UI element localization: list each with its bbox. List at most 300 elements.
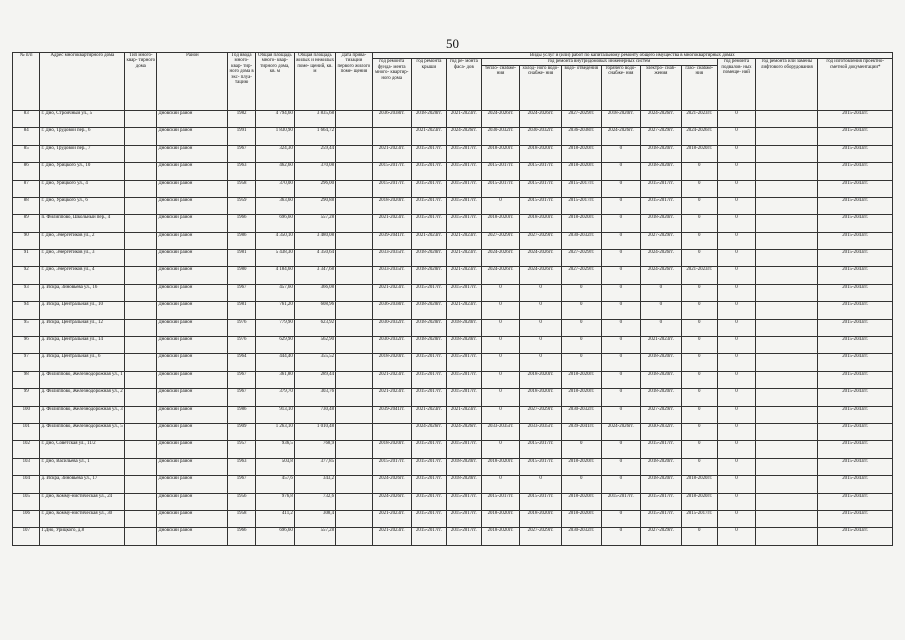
cell-living-area: 562,90: [294, 337, 335, 354]
cell-living-area: 308,4: [294, 510, 335, 527]
cell-service: 0: [717, 354, 756, 371]
cell-service: 2015-2017гг.: [447, 215, 481, 232]
cell-district: Дновский район: [157, 145, 228, 162]
cell-address: г. Дно, Советская ул., 11/2: [40, 441, 125, 458]
cell-type: [125, 510, 157, 527]
cell-service: [756, 163, 818, 180]
cell-living-area: 377,85: [294, 458, 335, 475]
cell-service: 0: [601, 371, 640, 388]
cell-type: [125, 476, 157, 493]
cell-service: [756, 406, 818, 423]
cell-service: 0: [717, 163, 756, 180]
cell-total-area: 976,8: [255, 493, 294, 510]
cell-service: 2015-2043гг.: [818, 302, 893, 319]
cell-service: 2021-2023гг.: [411, 232, 447, 249]
cell-service: 2030-2032гг.: [561, 232, 601, 249]
cell-privatization: [336, 128, 373, 145]
cell-service: 2015-2017гг.: [411, 371, 447, 388]
cell-num: 86: [13, 163, 40, 180]
cell-service: 0: [640, 284, 681, 301]
cell-service: 2015-2017гг.: [640, 197, 681, 214]
cell-service: 2015-2043гг.: [818, 215, 893, 232]
cell-living-area: 768,9: [294, 441, 335, 458]
cell-service: 2015-2017гг.: [411, 441, 447, 458]
cell-service: 0: [640, 302, 681, 319]
cell-service: 2015-2017гг.: [520, 197, 561, 214]
cell-service: 2018-2020гг.: [411, 302, 447, 319]
table-row: [13, 197, 893, 214]
cell-service: 2021-2023гг.: [447, 232, 481, 249]
cell-service: 0: [601, 232, 640, 249]
cell-living-area: 289,44: [294, 371, 335, 388]
cell-total-area: 4 794,60: [255, 110, 294, 127]
cell-service: 0: [561, 319, 601, 336]
cell-address: д. Искра, Зиновьева ул., 17: [40, 476, 125, 493]
cell-service: 2021-2023гг.: [682, 110, 718, 127]
table-row: [13, 215, 893, 232]
cell-year: 1976: [228, 337, 255, 354]
cell-total-area: 629,90: [255, 337, 294, 354]
cell-service: 2018-2020гг.: [481, 215, 520, 232]
cell-year: 1959: [228, 197, 255, 214]
col-num: № п/п: [13, 53, 40, 111]
cell-year: 1986: [228, 232, 255, 249]
cell-address: г. Дно, Васильева ул., 1: [40, 458, 125, 475]
cell-service: 2030-2032гг.: [520, 128, 561, 145]
cell-living-area: 3 347,68: [294, 267, 335, 284]
cell-service: 2015-2017гг.: [640, 493, 681, 510]
table-body: [13, 110, 893, 545]
cell-service: 2015-2017гг.: [411, 458, 447, 475]
cell-service: 2030-2032гг.: [640, 424, 681, 441]
cell-privatization: [336, 145, 373, 162]
cell-district: Дновский район: [157, 441, 228, 458]
col-lift: год ремонта или замены лифтового оборудования: [756, 59, 818, 110]
cell-total-area: 913,10: [255, 406, 294, 423]
cell-type: [125, 371, 157, 388]
cell-privatization: [336, 528, 373, 545]
cell-service: 2024-2026гг.: [640, 250, 681, 267]
cell-address: д. Филиппово, Железнодорожная ул., 2: [40, 389, 125, 406]
cell-service: 2018-2020гг.: [561, 510, 601, 527]
cell-service: 0: [682, 197, 718, 214]
cell-total-area: 4 350,10: [255, 232, 294, 249]
cell-service: 2027-2029гг.: [640, 232, 681, 249]
cell-service: 2015-2043гг.: [818, 493, 893, 510]
cell-service: 2018-2020гг.: [640, 354, 681, 371]
cell-district: Дновский район: [157, 284, 228, 301]
cell-address: г. Дно, Трудовой пер., 7: [40, 145, 125, 162]
cell-service: 2018-2020гг.: [561, 493, 601, 510]
cell-year: 1957: [228, 441, 255, 458]
cell-service: 2018-2020гг.: [520, 145, 561, 162]
cell-address: г. Дно, Комму-нистическая ул., 24: [40, 493, 125, 510]
cell-service: 2015-2017гг.: [447, 371, 481, 388]
cell-service: 2024-2026гг.: [601, 128, 640, 145]
cell-living-area: 730,48: [294, 406, 335, 423]
cell-service: 2015-2043гг.: [818, 128, 893, 145]
cell-service: [756, 145, 818, 162]
cell-service: 2030-2032гг.: [372, 319, 411, 336]
cell-service: [756, 458, 818, 475]
cell-privatization: [336, 406, 373, 423]
cell-service: 2039-2041гг.: [372, 406, 411, 423]
cell-total-area: 936,5: [255, 441, 294, 458]
cell-total-area: 411,2: [255, 510, 294, 527]
cell-service: 2015-2017гг.: [411, 180, 447, 197]
cell-num: 97: [13, 354, 40, 371]
cell-year: 1986: [228, 406, 255, 423]
cell-service: 2021-2023гг.: [447, 250, 481, 267]
cell-service: 2018-2020гг.: [447, 319, 481, 336]
cell-privatization: [336, 267, 373, 284]
cell-service: 0: [717, 215, 756, 232]
cell-living-area: 557,28: [294, 528, 335, 545]
cell-privatization: [336, 319, 373, 336]
cell-year: 1967: [228, 389, 255, 406]
cell-total-area: 5 438,30: [255, 250, 294, 267]
cell-service: 2015-2017гг.: [682, 510, 718, 527]
cell-service: 2018-2020гг.: [640, 458, 681, 475]
cell-service: 2015-2017гг.: [411, 389, 447, 406]
cell-num: 102: [13, 441, 40, 458]
cell-service: 2018-2020гг.: [481, 510, 520, 527]
cell-privatization: [336, 180, 373, 197]
cell-service: 0: [682, 354, 718, 371]
cell-type: [125, 493, 157, 510]
cell-privatization: [336, 197, 373, 214]
cell-service: 0: [601, 163, 640, 180]
cell-service: 0: [481, 441, 520, 458]
cell-living-area: 732,6: [294, 493, 335, 510]
cell-address: г. Дно, Энергетиков ул., 4: [40, 267, 125, 284]
cell-type: [125, 180, 157, 197]
cell-service: 2015-2043гг.: [818, 110, 893, 127]
cell-service: 0: [601, 267, 640, 284]
cell-service: 2024-2026гг.: [640, 110, 681, 127]
cell-living-area: 557,28: [294, 215, 335, 232]
cell-service: 0: [682, 441, 718, 458]
cell-service: 2015-2017гг.: [411, 197, 447, 214]
col-privatization: Дата прива- тизации первого жилого поме- щения: [336, 53, 373, 111]
cell-total-area: 462,60: [255, 163, 294, 180]
cell-num: 85: [13, 145, 40, 162]
cell-service: 0: [481, 337, 520, 354]
capital-repair-table: [12, 52, 893, 546]
cell-year: 1963: [228, 163, 255, 180]
cell-service: 2024-2026гг.: [372, 476, 411, 493]
cell-service: 2018-2020гг.: [372, 197, 411, 214]
cell-service: 2015-2043гг.: [818, 319, 893, 336]
cell-district: Дновский район: [157, 354, 228, 371]
cell-service: 2015-2043гг.: [818, 180, 893, 197]
cell-service: 2015-2017гг.: [561, 180, 601, 197]
cell-service: 2015-2017гг.: [640, 441, 681, 458]
cell-service: 2024-2026гг.: [372, 493, 411, 510]
cell-service: 2018-2020гг.: [561, 215, 601, 232]
cell-total-area: 1 263,10: [255, 424, 294, 441]
cell-service: 0: [682, 284, 718, 301]
table-row: [13, 302, 893, 319]
cell-service: 0: [682, 319, 718, 336]
cell-num: 103: [13, 458, 40, 475]
cell-total-area: 361,80: [255, 371, 294, 388]
cell-service: 2018-2020гг.: [520, 389, 561, 406]
cell-district: Дновский район: [157, 319, 228, 336]
cell-address: д. Искра, Центральная ул., 10: [40, 302, 125, 319]
cell-privatization: [336, 337, 373, 354]
cell-service: 2015-2017гг.: [411, 528, 447, 545]
cell-year: 1980: [228, 267, 255, 284]
cell-num: 104: [13, 476, 40, 493]
cell-year: 1967: [228, 371, 255, 388]
col-basement: год ремонта подвалов- ных помеще- ний: [717, 59, 756, 110]
cell-year: 1966: [228, 215, 255, 232]
cell-service: 0: [717, 371, 756, 388]
cell-service: 2015-2017гг.: [447, 510, 481, 527]
cell-living-area: 259,44: [294, 145, 335, 162]
cell-service: [756, 441, 818, 458]
cell-service: 2015-2043гг.: [818, 371, 893, 388]
cell-service: 0: [717, 180, 756, 197]
cell-service: 0: [601, 319, 640, 336]
cell-service: 2015-2017гг.: [481, 180, 520, 197]
table-row: [13, 128, 893, 145]
cell-service: 2036-2038гг.: [561, 128, 601, 145]
cell-service: 2027-2029гг.: [481, 232, 520, 249]
cell-type: [125, 424, 157, 441]
cell-address: г. Дно, Урицкого ул., 10: [40, 163, 125, 180]
cell-privatization: [336, 284, 373, 301]
cell-type: [125, 145, 157, 162]
cell-service: 2015-2017гг.: [411, 354, 447, 371]
cell-service: 0: [717, 319, 756, 336]
cell-service: 2015-2017гг.: [447, 145, 481, 162]
cell-type: [125, 163, 157, 180]
cell-service: 2018-2020гг.: [447, 476, 481, 493]
cell-type: [125, 215, 157, 232]
cell-service: 2015-2043гг.: [818, 424, 893, 441]
cell-service: 0: [682, 389, 718, 406]
cell-service: 2018-2020гг.: [520, 215, 561, 232]
cell-service: 2015-2017гг.: [447, 180, 481, 197]
cell-service: 2018-2020гг.: [447, 458, 481, 475]
col-sewer: водо- отведения: [561, 65, 601, 110]
cell-service: 2015-2017гг.: [411, 284, 447, 301]
cell-service: 0: [682, 232, 718, 249]
cell-service: 2018-2020гг.: [561, 145, 601, 162]
cell-address: г. Дно, Стройчный ул., 5: [40, 110, 125, 127]
cell-privatization: [336, 493, 373, 510]
cell-total-area: 457,6: [255, 476, 294, 493]
cell-service: 0: [601, 250, 640, 267]
cell-num: 98: [13, 371, 40, 388]
cell-service: [756, 250, 818, 267]
cell-service: 2015-2043гг.: [818, 458, 893, 475]
cell-type: [125, 319, 157, 336]
cell-service: 0: [682, 424, 718, 441]
cell-num: 91: [13, 250, 40, 267]
cell-type: [125, 528, 157, 545]
cell-service: 2015-2043гг.: [818, 232, 893, 249]
cell-service: 2021-2023гг.: [372, 284, 411, 301]
cell-privatization: [336, 354, 373, 371]
cell-year: 1909: [228, 424, 255, 441]
cell-address: Г.Дно, Урицкого, д.8: [40, 528, 125, 545]
cell-service: 0: [717, 389, 756, 406]
cell-service: 2018-2020гг.: [481, 458, 520, 475]
cell-service: 0: [561, 284, 601, 301]
cell-num: 83: [13, 110, 40, 127]
cell-service: 2024-2026гг.: [481, 110, 520, 127]
cell-address: г. Дно, Энергетиков ул., 3: [40, 250, 125, 267]
cell-service: 2015-2017гг.: [520, 458, 561, 475]
cell-num: 90: [13, 232, 40, 249]
cell-service: 2015-2017гг.: [520, 493, 561, 510]
cell-service: 0: [561, 476, 601, 493]
table-row: [13, 180, 893, 197]
cell-district: Дновский район: [157, 180, 228, 197]
cell-district: Дновский район: [157, 337, 228, 354]
cell-service: 0: [640, 319, 681, 336]
cell-service: 2015-2017гг.: [372, 180, 411, 197]
cell-service: 2015-2017гг.: [411, 215, 447, 232]
cell-total-area: 379,70: [255, 389, 294, 406]
table-row: [13, 163, 893, 180]
cell-service: 0: [682, 371, 718, 388]
table-row: [13, 389, 893, 406]
cell-service: 0: [520, 319, 561, 336]
cell-service: 2018-2020гг.: [481, 145, 520, 162]
cell-district: Дновский район: [157, 302, 228, 319]
cell-service: 2015-2017гг.: [411, 145, 447, 162]
cell-service: 2018-2020гг.: [682, 493, 718, 510]
cell-service: 0: [717, 406, 756, 423]
cell-service: 2033-2035гг.: [372, 267, 411, 284]
cell-service: 2018-2020гг.: [411, 337, 447, 354]
cell-service: 2018-2020гг.: [640, 371, 681, 388]
cell-num: 99: [13, 389, 40, 406]
cell-service: 0: [717, 302, 756, 319]
cell-district: Дновский район: [157, 267, 228, 284]
cell-service: 2024-2026гг.: [520, 250, 561, 267]
cell-service: 2015-2017гг.: [372, 163, 411, 180]
cell-service: 0: [561, 337, 601, 354]
cell-service: 2021-2023гг.: [640, 337, 681, 354]
cell-service: 2015-2043гг.: [818, 145, 893, 162]
cell-district: Дновский район: [157, 128, 228, 145]
cell-service: 0: [682, 163, 718, 180]
cell-address: п. Филиппово, Школьный пер., 4: [40, 215, 125, 232]
cell-service: [756, 354, 818, 371]
cell-service: 2024-2026гг.: [601, 424, 640, 441]
cell-service: 2015-2017гг.: [447, 389, 481, 406]
cell-service: 2027-2029гг.: [640, 528, 681, 545]
cell-service: 0: [481, 371, 520, 388]
cell-service: 0: [601, 215, 640, 232]
table-row: [13, 232, 893, 249]
cell-service: 2018-2020гг.: [411, 319, 447, 336]
cell-service: 0: [601, 180, 640, 197]
cell-address: г. Дно, Урицкого ул., 6: [40, 197, 125, 214]
cell-district: Дновский район: [157, 528, 228, 545]
cell-living-area: 303,76: [294, 389, 335, 406]
cell-service: 2015-2043гг.: [818, 476, 893, 493]
cell-service: [372, 128, 411, 145]
cell-service: 2024-2026гг.: [447, 128, 481, 145]
cell-service: 0: [682, 337, 718, 354]
cell-service: 0: [601, 528, 640, 545]
cell-service: 2015-2017гг.: [447, 354, 481, 371]
col-living-area: Общая площадь жилых и нежилых поме- щений, кв. м: [294, 53, 335, 111]
cell-year: 1976: [228, 319, 255, 336]
col-internal-group: год ремонта внутридомовых инженерных систем: [481, 59, 717, 65]
cell-privatization: [336, 476, 373, 493]
cell-service: 0: [561, 441, 601, 458]
cell-privatization: [336, 215, 373, 232]
cell-service: 2015-2017гг.: [640, 180, 681, 197]
cell-service: 2015-2017гг.: [411, 493, 447, 510]
cell-address: д. Искра, Центральная ул., 12: [40, 319, 125, 336]
table-row: [13, 510, 893, 527]
cell-service: 2018-2020гг.: [561, 163, 601, 180]
cell-service: 2027-2029гг.: [520, 406, 561, 423]
col-type: Тип много- квар- тирного дома: [125, 53, 157, 111]
cell-service: 2015-2017гг.: [640, 510, 681, 527]
cell-service: 0: [601, 337, 640, 354]
cell-year: 1967: [228, 284, 255, 301]
cell-service: 2015-2017гг.: [481, 163, 520, 180]
cell-address: д. Искра, Центральная ул., 14: [40, 337, 125, 354]
cell-address: д. Филиппово, Железнодорожная ул., 1: [40, 371, 125, 388]
cell-service: 2015-2043гг.: [818, 197, 893, 214]
col-year: Год ввода много- квар- тир- ного дома в экс- плуа- тацию: [228, 53, 255, 111]
cell-service: 0: [682, 250, 718, 267]
cell-service: 2024-2026гг.: [481, 250, 520, 267]
cell-district: Дновский район: [157, 215, 228, 232]
cell-service: 2024-2026гг.: [520, 110, 561, 127]
cell-living-area: 3 835,68: [294, 110, 335, 127]
cell-service: 2018-2020гг.: [411, 250, 447, 267]
cell-service: 2033-2035гг.: [520, 424, 561, 441]
cell-service: [756, 232, 818, 249]
cell-service: 2015-2017гг.: [447, 441, 481, 458]
cell-living-area: 608,96: [294, 302, 335, 319]
cell-type: [125, 389, 157, 406]
cell-service: 0: [481, 354, 520, 371]
cell-num: 92: [13, 267, 40, 284]
cell-num: 101: [13, 424, 40, 441]
cell-num: 96: [13, 337, 40, 354]
cell-service: 2015-2017гг.: [447, 493, 481, 510]
cell-type: [125, 284, 157, 301]
cell-service: 0: [682, 528, 718, 545]
cell-service: 2021-2023гг.: [372, 510, 411, 527]
cell-service: 2018-2020гг.: [640, 215, 681, 232]
cell-service: 2021-2023гг.: [372, 215, 411, 232]
cell-service: 0: [717, 128, 756, 145]
cell-service: 2018-2020гг.: [481, 528, 520, 545]
cell-district: Дновский район: [157, 510, 228, 527]
cell-type: [125, 267, 157, 284]
col-district: Район: [157, 53, 228, 111]
cell-service: 2015-2017гг.: [561, 197, 601, 214]
cell-type: [125, 128, 157, 145]
table-row: [13, 476, 893, 493]
cell-service: 2018-2020гг.: [640, 389, 681, 406]
cell-service: [756, 128, 818, 145]
cell-living-area: 366,08: [294, 284, 335, 301]
